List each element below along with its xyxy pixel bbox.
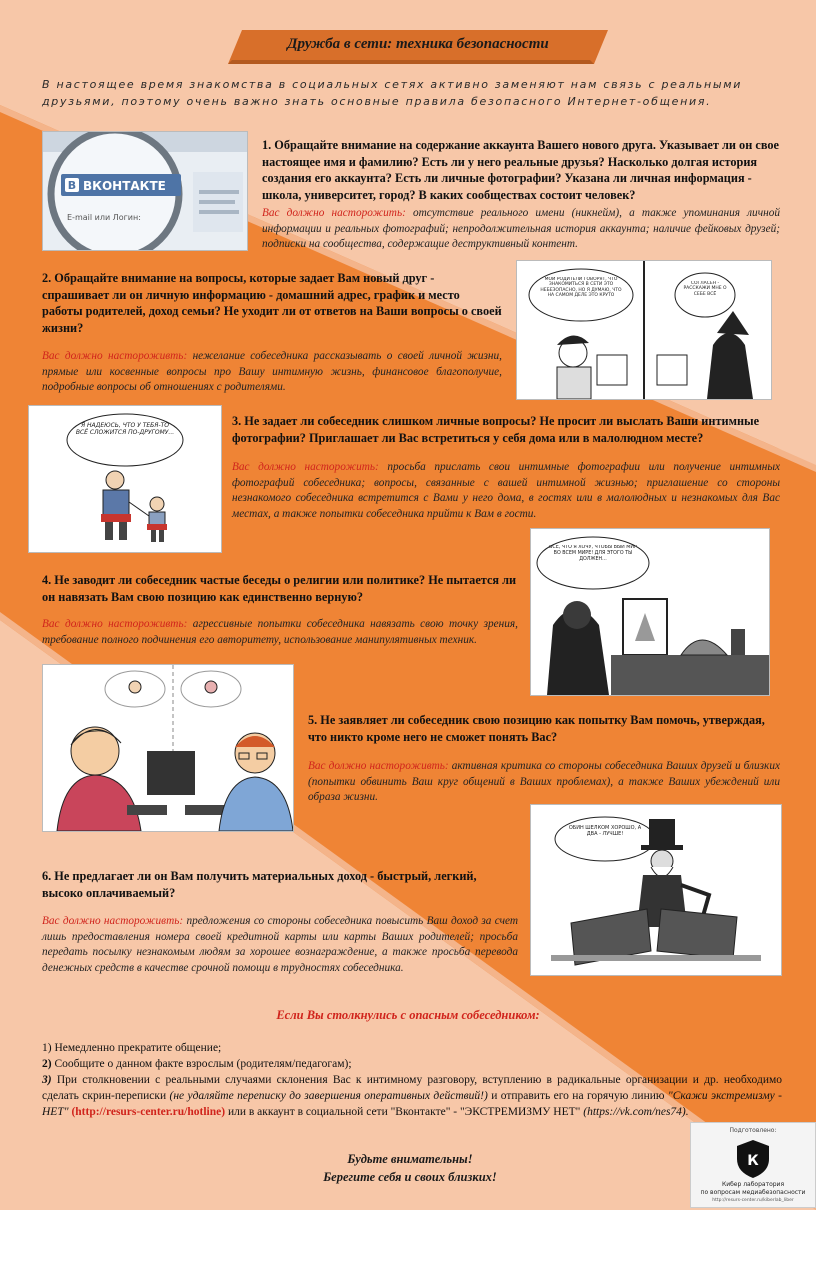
warning-text-2: нежелание собеседника рассказывать о своей личной жизни, прямые или косвенные вопросы про Вашу интимную жизнь, финансовое благополучие, подробные вопросы об отношениях с родителями. — [42, 350, 502, 393]
closing-line-2: Берегите себя и своих близких! — [323, 1170, 497, 1184]
cyberlab-logo — [690, 1122, 816, 1208]
bubble-6: ОБИН ШЕЛКОМ ХОРОШО, А ДВА - ЛУЧШЕ! — [568, 825, 642, 837]
warning-label-2: Вас должно настороживть: — [42, 350, 188, 362]
warning-1 — [262, 206, 780, 253]
question-4: 4. Не заводит ли собеседник частые беседы о религии или политике? Не пытается ли он навязать Вам свою позицию как единственно верную? — [42, 573, 517, 604]
warning-5 — [308, 759, 780, 806]
page-title: Дружба в сети: техника безопасности — [287, 36, 549, 52]
cartoon-uncle-sam-image — [530, 804, 782, 976]
warning-label-1: Вас должно насторожить: — [262, 207, 406, 219]
question-2: 2. Обращайте внимание на вопросы, которые задает Вам новый друг - спрашивает ли он личную информацию - домашний адрес, график и место работы родителей, доход семьи? Не уходит ли от ответов на Ваши вопросы о своей жизни? — [42, 271, 502, 335]
hotline-link[interactable]: (http://resurs-center.ru/hotline) — [71, 1106, 226, 1118]
warning-label-3: Вас должно насторожить: — [232, 461, 379, 473]
cartoon-two-people-computers-image — [42, 664, 294, 832]
vk-login-image — [42, 131, 248, 251]
intro-text: В настоящее время знакомства в социальных сетях активно заменяют нам связь с реальными друзьями, поэтому очень важно знать основные правила безопасного Интернет-общения. — [42, 78, 743, 108]
vk-input-label: E-mail или Логин: — [67, 213, 141, 222]
question-5: 5. Не заявляет ли собеседник свою позицию как попытку Вам помочь, утверждая, что никто кроме него не сможет понять Вас? — [308, 713, 765, 744]
warning-label-6: Вас должно настороживть: — [42, 915, 184, 927]
logo-url: http://resurs-center.ru/kiberlab_liber — [712, 1198, 794, 1203]
cartoon-preacher-image — [530, 528, 770, 696]
warning-text-1: отсутствие реального имени (никнейм), а также упоминания личной информации и реальных фотографий; непродолжительная история аккаунта; наличие фейковых друзей; подписки на сообщества, содержащие деструктивный контент. — [262, 207, 780, 250]
question-1: 1. Обращайте внимание на содержание аккаунта Вашего нового друга. Указывает ли он свое настоящее имя и фамилию? Есть ли у него реальные друзья? Насколько долгая история создания его аккаунта? Есть ли личные фотографии? Указана ли личная информация - школа, университет, город? В каких сообществах состоит человек? — [262, 138, 779, 202]
logo-prepared-by: Подготовлено: — [729, 1127, 777, 1134]
step-3 — [42, 1072, 782, 1120]
warning-label-5: Вас должно настороживть: — [308, 760, 449, 772]
bubble-4: ВСЕ, ЧТО Я ХОЧУ, ЧТОБЫ ВЫЙ МИР ВО ВСЕМ МИРЕ! ДЛЯ ЭТОГО ТЫ ДОЛЖЕН... — [549, 545, 637, 562]
question-3: 3. Не задает ли собеседник слишком личные вопросы? Не просит ли выслать Ваши интимные фотографии? Приглашает ли Вас встретиться у себя дома или в малолюдном месте? — [232, 414, 760, 445]
step-3-text-c: и отправить его на горячую линию — [491, 1090, 665, 1102]
shield-icon — [735, 1139, 771, 1179]
closing-message — [240, 1150, 580, 1186]
bubble-2b: СОГЛАСЕН - РАССКАЖИ МНЕ О СЕБЕ ВСЁ — [683, 281, 727, 297]
footer-title: Если Вы столкнулись с опасным собеседником: — [276, 1008, 540, 1022]
question-6: 6. Не предлагает ли он Вам получить материальных доход - быстрый, легкий, высоко оплачиваемый? — [42, 869, 477, 900]
steps-list — [42, 1040, 782, 1120]
step-3-num: 3) — [42, 1074, 52, 1086]
warning-text-6: предложения со стороны собеседника повысить Ваш доход за счет лишь предоставления номера своей кредитной карты или карты Ваших родителей; просьба передать посылку незнакомым людям за хорошее вознаграждение, а также просьба перевода денежных средств в качестве срочной помощи в трудностях собеседника. — [42, 915, 519, 974]
bubble-3: Я НАДЕЮСЬ, ЧТО У ТЕБЯ-ТО ВСЁ СЛОЖИТСЯ ПО-ДРУГОМУ... — [75, 422, 175, 436]
warning-2 — [42, 349, 502, 396]
step-2 — [42, 1056, 782, 1072]
warning-text-3: просьба прислать свои интимные фотографии или получение интимных фотографий собеседника; вопросы, связанные с вашей интимной жизнью; приглашение со стороны незнакомого собеседника встретится с Вами у него дома, в гостях или в малолюдных и незнакомых для Вас местах, а также попытки собеседника прийти к Вам в гости. — [232, 461, 780, 520]
step-3-text-f: или в аккаунт в социальной сети "Вконтакте" - "ЭКСТРЕМИЗМУ НЕТ" — [227, 1106, 581, 1118]
logo-line-1: Кибер лаборатория — [721, 1181, 785, 1188]
warning-text-5: активная критика со стороны собеседника Ваших друзей и близких (попытки обвинить Ваш круг общений в Ваших проблемах), а также Ваших убеждений или образа жизни. — [308, 760, 780, 803]
logo-name — [691, 1181, 815, 1197]
vk-link[interactable]: (https://vk.com/nes74). — [583, 1106, 689, 1118]
logo-letter: К — [747, 1153, 759, 1169]
closing-line-1: Будьте внимательны! — [347, 1152, 473, 1166]
step-2-text: Сообщите о данном факте взрослым (родителям/педагогам); — [54, 1058, 352, 1070]
warning-label-4: Вас должно настороживть: — [42, 618, 188, 630]
hotline-name: "Скажи экстремизму - НЕТ" — [42, 1090, 782, 1118]
step-1-num: 1) — [42, 1042, 52, 1054]
step-1 — [42, 1040, 782, 1056]
warning-6 — [42, 914, 518, 976]
warning-4 — [42, 617, 518, 648]
svg-text:В: В — [67, 179, 77, 192]
warning-3 — [232, 460, 780, 522]
cartoon-online-chat-image — [516, 260, 772, 400]
step-3-text-b: (не удаляйте переписку до завершения оперативных действий!) — [169, 1090, 488, 1102]
warning-text-4: агрессивные попытки собеседника навязать свою точку зрения, требование полного подчинения его авторитету, использование манипулятивных техник. — [42, 618, 518, 646]
bubble-2a: МОИ РОДИТЕЛИ ГОВОРЯТ, ЧТО ЗНАКОМИТЬСЯ В СЕТИ ЭТО НЕБЕЗОПАСНО, НО Я ДУМАЮ, ЧТО НА САМОМ ДЕЛЕ ЭТО КРУТО — [540, 277, 622, 299]
step-3-text-a: При столкновении с реальными случаями склонения Вас к интимному разговору, вступлению в радикальные организации и др. необходимо сделать скрин-переписки — [42, 1074, 783, 1102]
step-1-text: Немедленно прекратите общение; — [54, 1042, 222, 1054]
logo-line-2: по вопросам медиабезопасности — [700, 1189, 806, 1196]
cartoon-parent-child-image — [28, 405, 222, 553]
step-2-num: 2) — [42, 1058, 52, 1070]
vk-logo-text: ВКОНТАКТЕ — [83, 179, 166, 193]
